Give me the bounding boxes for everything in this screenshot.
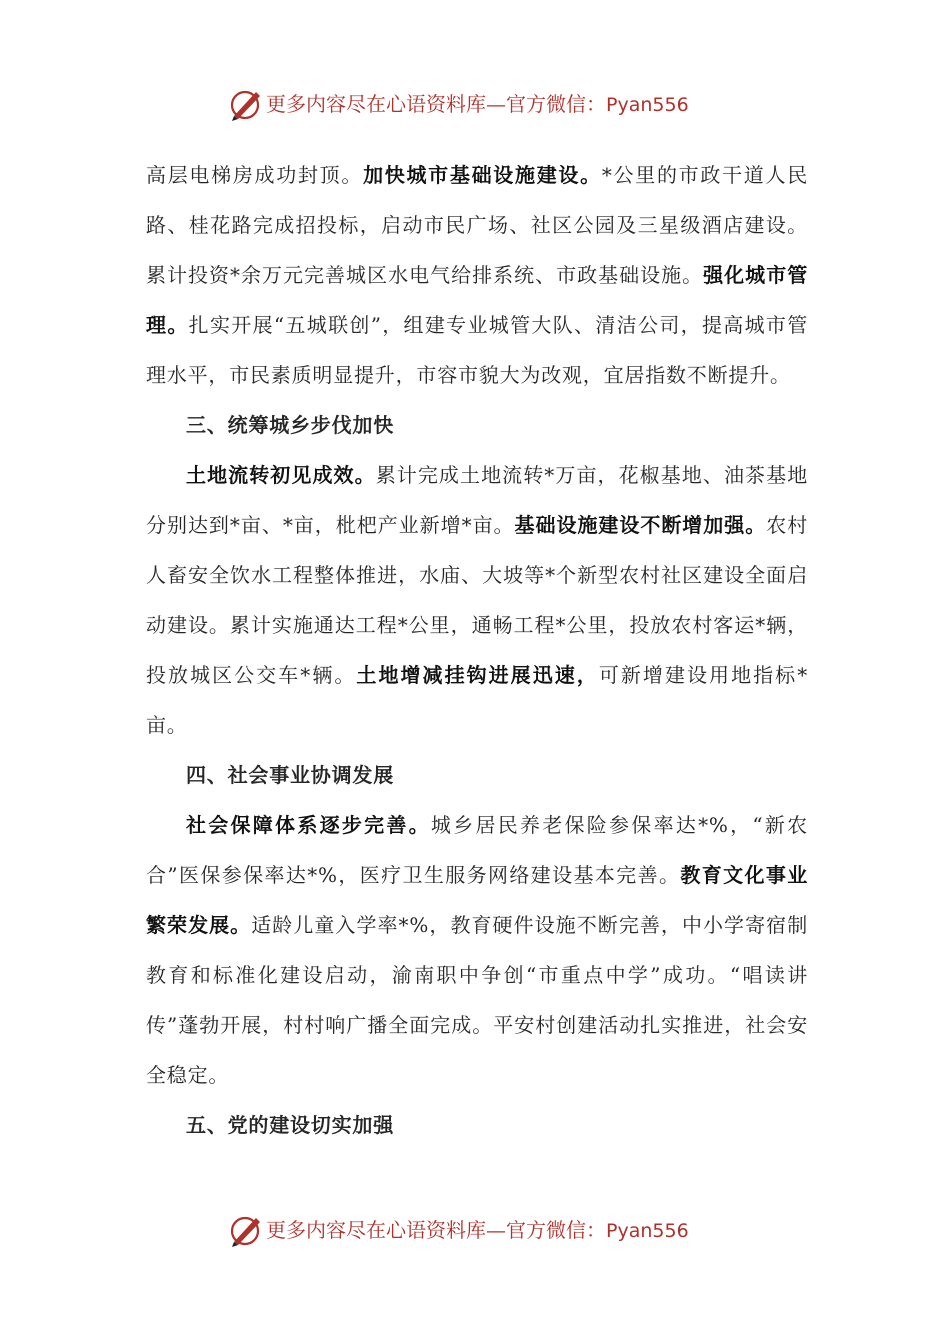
section-heading-3: 三、统筹城乡步伐加快 [186, 413, 394, 437]
watermark-banner-top [0, 84, 950, 124]
pen-logo-icon [228, 1212, 264, 1248]
wechat-id: Pyan556 [606, 94, 689, 116]
section-heading-5: 五、党的建设切实加强 [186, 1113, 394, 1137]
paragraph-urban-rural: 土地流转初见成效。累计完成土地流转*万亩，花椒基地、油茶基地分别达到*亩、*亩，枇杷产业新增*亩。基础设施建设不断增加强。农村人畜安全饮水工程整体推进，水庙、大坡等*个新型农村社区建设全面启动建设。累计实施通达工程*公里，通畅工程*公里，投放农村客运*辆，投放城区公交车*辆。土地增减挂钩进展迅速，可新增建设用地指标*亩。 [146, 463, 808, 737]
paragraph-city-construction: 高层电梯房成功封顶。加快城市基础设施建设。*公里的市政干道人民路、桂花路完成招投标，启动市民广场、社区公园及三星级酒店建设。累计投资*余万元完善城区水电气给排系统、市政基础设施。强化城市管理。扎实开展“五城联创”，组建专业城管大队、清洁公司，提高城市管理水平，市民素质明显提升，市容市貌大为改观，宜居指数不断提升。 [146, 163, 808, 387]
watermark-text: 更多内容尽在心语资料库—官方微信：Pyan556 [266, 92, 689, 116]
section-heading-4: 四、社会事业协调发展 [186, 763, 394, 787]
watermark-banner-bottom [0, 1210, 950, 1250]
wechat-id: Pyan556 [606, 1220, 689, 1242]
pen-logo-icon [228, 86, 264, 122]
document-body [146, 150, 808, 1150]
paragraph-social-services: 社会保障体系逐步完善。城乡居民养老保险参保率达*%，“新农合”医保参保率达*%，医疗卫生服务网络建设基本完善。教育文化事业繁荣发展。适龄儿童入学率*%，教育硬件设施不断完善，中小学寄宿制教育和标准化建设启动，渝南职中争创“市重点中学”成功。“唱读讲传”蓬勃开展，村村响广播全面完成。平安村创建活动扎实推进，社会安全稳定。 [146, 813, 808, 1087]
watermark-text: 更多内容尽在心语资料库—官方微信：Pyan556 [266, 1218, 689, 1242]
